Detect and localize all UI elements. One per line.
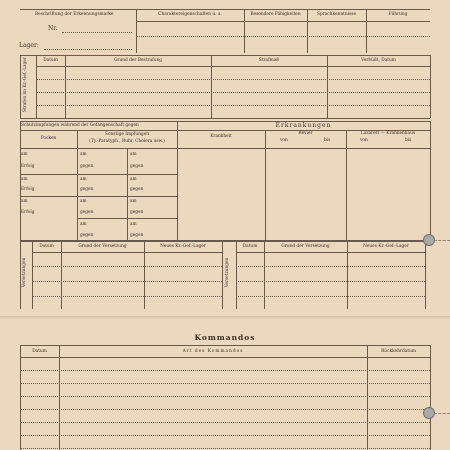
- sprachkenntnisse-label: Sprachkenntnisse: [317, 12, 356, 17]
- pocken-row-label: am: [21, 177, 28, 182]
- lazarett-header: Lazarett — Krankenhaus: [360, 131, 416, 136]
- pocken-header: Pocken: [40, 136, 57, 141]
- sonstige-row-label: am: [130, 199, 137, 204]
- fuehrung-label: Führung: [388, 12, 408, 17]
- revier-header: Revier: [298, 131, 313, 136]
- sonstige-row-label: gegen: [130, 233, 144, 238]
- faehigkeiten-label: Besondere Fähigkeiten: [250, 12, 301, 17]
- lazarett-bis: bis: [405, 138, 412, 143]
- pocken-row-label: Erfolg: [21, 187, 35, 192]
- pocken-row-label: am: [21, 152, 28, 157]
- sonstige-row-label: am: [130, 222, 137, 227]
- lazarett-von: von: [360, 138, 368, 143]
- lager-label: Lager:: [19, 42, 39, 49]
- versetzung-datum-header-right: Datum: [242, 244, 258, 249]
- sonstige-row-label: am: [130, 177, 137, 182]
- strafen-side-label: Strafen im Kr.-Gef.-Lager: [23, 57, 28, 112]
- versetzung-datum-header: Datum: [39, 244, 54, 249]
- kommandos-title: Kommandos: [194, 333, 256, 342]
- kommandos-rueckkehr-header: Rückkehrdatum: [381, 349, 416, 354]
- sonstige-row-label: gegen: [130, 164, 144, 169]
- versetzung-lager-header-right: Neues Kr.-Gef.-Lager: [363, 244, 409, 249]
- sonstige-row-label: am: [80, 199, 87, 204]
- header-top-rule: [20, 9, 430, 10]
- sonstige-row-label: am: [80, 177, 87, 182]
- strafen-verbuesst-header: Verbüßt, Datum: [361, 58, 396, 63]
- kommandos-art-header: Art des Kommandos: [182, 349, 244, 354]
- versetzung-lager-header: Neues Kr.-Gef.-Lager: [160, 244, 206, 249]
- beschriftung-label: Beschriftung der Erkennungsmarke: [35, 12, 114, 17]
- versetzungen-side-label-right: Versetzungen: [225, 257, 230, 288]
- pocken-row-label: Erfolg: [21, 210, 35, 215]
- page-fold: [0, 316, 450, 320]
- strafen-strafmass-header: Strafmaß: [258, 58, 280, 63]
- charakter-label: Charaktereigenschaften u. a.: [158, 12, 222, 17]
- kommandos-datum-header: Datum: [32, 349, 47, 354]
- impfungen-title: Schutzimpfungen während der Gefangenschaft gegen: [21, 123, 139, 128]
- versetzung-grund-header: Grund der Versetzung: [78, 244, 127, 249]
- sonstige-header: Sonstige Impfungen: [105, 132, 149, 137]
- versetzungen-side-label-left: Versetzungen: [22, 257, 27, 288]
- revier-bis: bis: [324, 138, 331, 143]
- strafen-grund-header: Grund der Bestrafung: [114, 58, 162, 63]
- sonstige-row-label: gegen: [130, 187, 144, 192]
- erkrankungen-title: Erkrankungen: [275, 122, 332, 129]
- strafen-datum-header: Datum: [43, 58, 58, 63]
- pocken-row-label: am: [21, 199, 28, 204]
- sonstige-row-label: am: [80, 222, 87, 227]
- pocken-row-label: Erfolg: [21, 164, 35, 169]
- sonstige-row-label: gegen: [80, 210, 94, 215]
- versetzung-grund-header-right: Grund der Versetzung: [281, 244, 330, 249]
- revier-von: von: [280, 138, 288, 143]
- nr-label: Nr.: [48, 25, 58, 32]
- sonstige-row-label: gegen: [80, 164, 94, 169]
- sonstige-row-label: gegen: [130, 210, 144, 215]
- nr-field[interactable]: [62, 32, 132, 33]
- sonstige-row-label: gegen: [80, 187, 94, 192]
- sonstige-row-label: gegen: [80, 233, 94, 238]
- lager-field[interactable]: [44, 49, 132, 50]
- krankheit-header: Krankheit: [210, 134, 232, 139]
- sonstige-subheader: (Ty.-Paratyph., Ruhr, Cholera usw.): [89, 139, 165, 144]
- sonstige-row-label: am: [130, 152, 137, 157]
- sonstige-row-label: am: [80, 152, 87, 157]
